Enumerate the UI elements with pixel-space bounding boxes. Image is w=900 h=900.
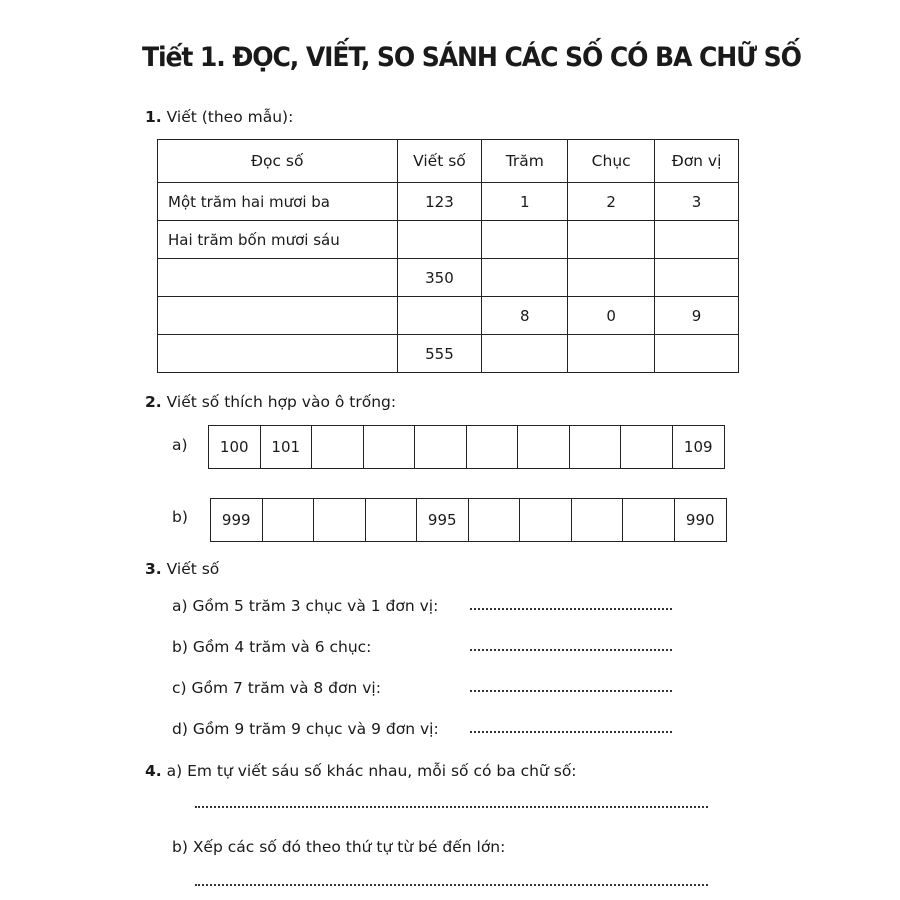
- number-box-row-b: [210, 498, 727, 542]
- number-box[interactable]: [364, 426, 416, 468]
- table-cell[interactable]: [482, 259, 568, 297]
- exercise-4b: b) Xếp các số đó theo thứ tự từ bé đến lớn:: [172, 838, 506, 856]
- number-box-row-a: [208, 425, 725, 469]
- number-box[interactable]: [518, 426, 570, 468]
- number-box[interactable]: [520, 499, 572, 541]
- exercise-1-heading: [145, 108, 293, 126]
- table-cell[interactable]: 8: [482, 297, 568, 335]
- table-cell[interactable]: [482, 221, 568, 259]
- number-box[interactable]: [415, 426, 467, 468]
- number-box[interactable]: [469, 499, 521, 541]
- answer-line[interactable]: [470, 608, 672, 610]
- answer-line[interactable]: [195, 884, 708, 886]
- column-header: Trăm: [482, 140, 568, 183]
- number-box[interactable]: [263, 499, 315, 541]
- answer-line[interactable]: [470, 731, 672, 733]
- table-row: [158, 335, 739, 373]
- number-box[interactable]: 100: [209, 426, 261, 468]
- answer-line[interactable]: [470, 649, 672, 651]
- table-cell[interactable]: 9: [655, 297, 739, 335]
- exercise-text: Viết số: [166, 560, 220, 578]
- exercise-number: 2.: [145, 393, 162, 411]
- table-cell[interactable]: 2: [568, 183, 655, 221]
- table-cell[interactable]: [655, 259, 739, 297]
- answer-line[interactable]: [470, 690, 672, 692]
- table-cell[interactable]: [158, 259, 398, 297]
- exercise-3b: b) Gồm 4 trăm và 6 chục:: [172, 638, 372, 656]
- table-row: [158, 259, 739, 297]
- table-cell[interactable]: 350: [397, 259, 482, 297]
- table-cell[interactable]: [655, 335, 739, 373]
- table-cell[interactable]: Một trăm hai mươi ba: [158, 183, 398, 221]
- exercise-3a: a) Gồm 5 trăm 3 chục và 1 đơn vị:: [172, 597, 439, 615]
- row-label-a: a): [172, 436, 188, 454]
- number-box[interactable]: 999: [211, 499, 263, 541]
- table-cell[interactable]: [482, 335, 568, 373]
- table-cell[interactable]: Hai trăm bốn mươi sáu: [158, 221, 398, 259]
- number-box[interactable]: 990: [685, 511, 715, 529]
- exercise-4a: [145, 762, 577, 780]
- table-cell[interactable]: [397, 297, 482, 335]
- table-cell[interactable]: 3: [655, 183, 739, 221]
- page-title: Tiết 1. ĐỌC, VIẾT, SO SÁNH CÁC SỐ CÓ BA CHỮ SỐ: [142, 42, 801, 73]
- table-header-row: [158, 140, 739, 183]
- table-cell[interactable]: [655, 221, 739, 259]
- table-row: [158, 183, 739, 221]
- exercise-text: Viết (theo mẫu):: [166, 108, 294, 126]
- answer-line[interactable]: [195, 806, 708, 808]
- exercise-number: 3.: [145, 560, 162, 578]
- table-cell[interactable]: 555: [397, 335, 482, 373]
- table-cell[interactable]: 0: [568, 297, 655, 335]
- number-box[interactable]: 101: [261, 426, 313, 468]
- number-box[interactable]: [314, 499, 366, 541]
- exercise-3d: d) Gồm 9 trăm 9 chục và 9 đơn vị:: [172, 720, 439, 738]
- table-cell[interactable]: [568, 259, 655, 297]
- table-cell[interactable]: [568, 221, 655, 259]
- column-header: Chục: [568, 140, 655, 183]
- table-row: [158, 297, 739, 335]
- table-cell[interactable]: 1: [482, 183, 568, 221]
- exercise-3c: c) Gồm 7 trăm và 8 đơn vị:: [172, 679, 381, 697]
- number-box[interactable]: [312, 426, 364, 468]
- table-cell[interactable]: 123: [397, 183, 482, 221]
- number-box[interactable]: [572, 499, 624, 541]
- number-box[interactable]: 995: [417, 499, 469, 541]
- number-box[interactable]: [366, 499, 418, 541]
- number-box[interactable]: [570, 426, 622, 468]
- place-value-table: [157, 139, 739, 373]
- column-header: Đơn vị: [655, 140, 739, 183]
- number-box[interactable]: [621, 426, 673, 468]
- table-cell[interactable]: [568, 335, 655, 373]
- table-row: [158, 221, 739, 259]
- row-label-b: b): [172, 508, 188, 526]
- number-box[interactable]: [467, 426, 519, 468]
- exercise-text: Viết số thích hợp vào ô trống:: [166, 393, 397, 411]
- table-cell[interactable]: [158, 335, 398, 373]
- exercise-2-heading: [145, 393, 396, 411]
- table-cell[interactable]: [158, 297, 398, 335]
- table-cell[interactable]: [397, 221, 482, 259]
- exercise-text: a) Em tự viết sáu số khác nhau, mỗi số có ba chữ số:: [166, 762, 577, 780]
- exercise-number: 4.: [145, 762, 162, 780]
- column-header: Viết số: [397, 140, 482, 183]
- number-box[interactable]: [623, 499, 675, 541]
- exercise-3-heading: [145, 560, 219, 578]
- column-header: Đọc số: [158, 140, 398, 183]
- number-box[interactable]: 109: [683, 438, 713, 456]
- exercise-number: 1.: [145, 108, 162, 126]
